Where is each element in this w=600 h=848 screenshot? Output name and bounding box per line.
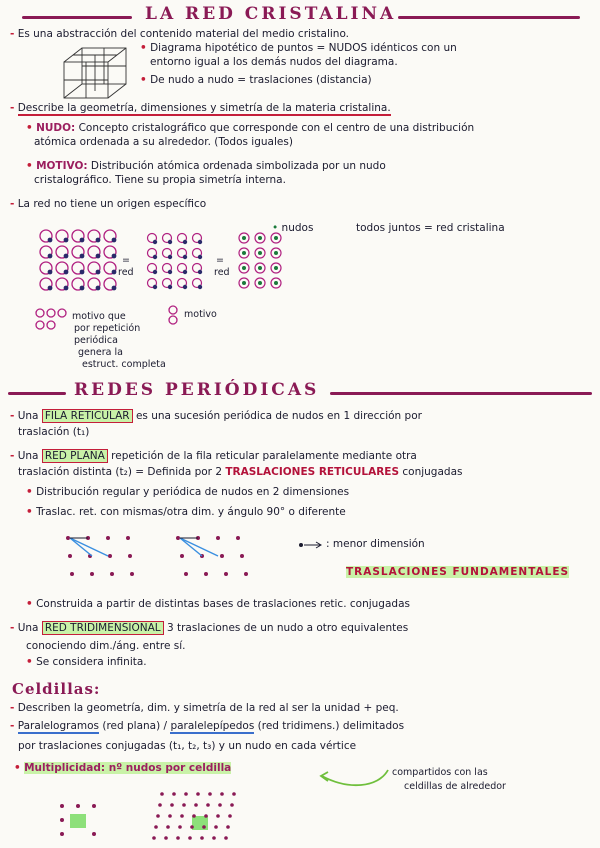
line-describen: - Describen la geometría, dim. y simetría de la red al ser la unidad + peq. [10, 702, 399, 714]
caption-genera-la: genera la [78, 347, 123, 358]
line-diagrama-hipotetico: • Diagrama hipotético de puntos = NUDOS idénticos con un [140, 42, 457, 54]
section-title-red-cristalina: LA RED CRISTALINA [145, 4, 397, 24]
line-conociendo-dim: conociendo dim./áng. entre sí. [26, 640, 186, 652]
line-nudo-a-nudo: • De nudo a nudo = traslaciones (distancia) [140, 74, 372, 86]
caption-estruct-completa: estruct. completa [82, 359, 166, 370]
unit-cell-drawing-2 [156, 788, 240, 842]
section-title-redes-periodicas: REDES PERIÓDICAS [74, 380, 320, 400]
equals-red-1: = [122, 255, 130, 266]
plane-lattice-drawing-1 [62, 530, 140, 582]
line-fila-reticular: - Una FILA RETICULAR es una sucesión periódica de nudos en 1 dirección por [10, 410, 422, 422]
line-nudo-def-2: atómica ordenada a su alrededor. (Todos iguales) [34, 136, 293, 148]
line-motivo-def-2: cristalográfico. Tiene su propia simetría interna. [34, 174, 286, 186]
line-construida: • Construida a partir de distintas bases de traslaciones retic. conjugadas [26, 598, 410, 610]
line-nudo-def: • NUDO: Concepto cristalográfico que corresponde con el centro de una distribución [26, 122, 475, 134]
caption-motivo: motivo [184, 309, 217, 320]
title2-rule-left [8, 392, 66, 395]
crystal-structure-drawing [40, 228, 116, 294]
line-abstraccion: - Es una abstracción del contenido material del medio cristalino. [10, 28, 350, 40]
green-arrow-icon [318, 764, 390, 790]
lattice-cube-diagram [60, 44, 134, 102]
title-rule-right [398, 16, 580, 19]
motif-single-drawing [166, 304, 182, 326]
unit-cell-drawing-1 [56, 800, 106, 840]
line-paralelogramos: - Paralelogramos (red plana) / paralelepípedos (red tridimens.) delimitados [10, 720, 405, 732]
line-traslacion-t2: traslación distinta (t₂) = Definida por 2 TRASLACIONES RETICULARES conjugadas [18, 466, 463, 478]
line-traslac-ret: • Traslac. ret. con mismas/otra dim. y ángulo 90° o diferente [26, 506, 346, 518]
line-multiplicidad: • Multiplicidad: nº nudos por celdilla [14, 762, 232, 774]
title2-rule-right [330, 392, 592, 395]
line-sin-origen: - La red no tiene un origen específico [10, 198, 207, 210]
line-traslaciones-conjugadas: por traslaciones conjugadas (t₁, t₂, t₃) y un nudo en cada vértice [18, 740, 357, 752]
equals-red-1-label: red [118, 267, 134, 278]
note-celdillas-alrededor: celdillas de alrededor [404, 781, 506, 792]
note-compartidos: compartidos con las [392, 767, 488, 778]
line-red-plana: - Una RED PLANA repetición de la fila reticular paralelamente mediante otra [10, 450, 417, 462]
arrow-legend-icon [298, 538, 324, 552]
caption-por-repeticion: por repetición [74, 323, 141, 334]
line-traslacion-t1: traslación (t₁) [18, 426, 90, 438]
section-title-celdillas: Celdillas: [12, 680, 101, 698]
legend-menor-dimension: : menor dimensión [326, 538, 425, 550]
legend-todos-juntos: todos juntos = red cristalina [356, 222, 505, 234]
label-traslaciones-fundamentales: TRASLACIONES FUNDAMENTALES [346, 566, 570, 578]
line-distribucion-regular: • Distribución regular y periódica de nudos en 2 dimensiones [26, 486, 350, 498]
line-red-tridimensional: - Una RED TRIDIMENSIONAL 3 traslaciones de un nudo a otro equivalentes [10, 622, 409, 634]
caption-periodica: periódica [74, 335, 118, 346]
plane-lattice-drawing-2 [172, 530, 250, 582]
title-rule-left [22, 16, 132, 19]
node-lattice-drawing [238, 232, 288, 290]
motif-structure-drawing [146, 232, 208, 292]
line-motivo-def: • MOTIVO: Distribución atómica ordenada simbolizada por un nudo [26, 160, 386, 172]
motif-legend-drawing [34, 306, 68, 332]
legend-nudos: • nudos [272, 222, 314, 234]
line-entorno-igual: entorno igual a los demás nudos del diagrama. [150, 56, 398, 68]
equals-red-2: = [216, 255, 224, 266]
caption-motivo-que: motivo que [72, 311, 126, 322]
line-infinita: • Se considera infinita. [26, 656, 147, 668]
equals-red-2-label: red [214, 267, 230, 278]
line-describe-geometria: - Describe la geometría, dimensiones y simetría de la materia cristalina. [10, 102, 391, 114]
